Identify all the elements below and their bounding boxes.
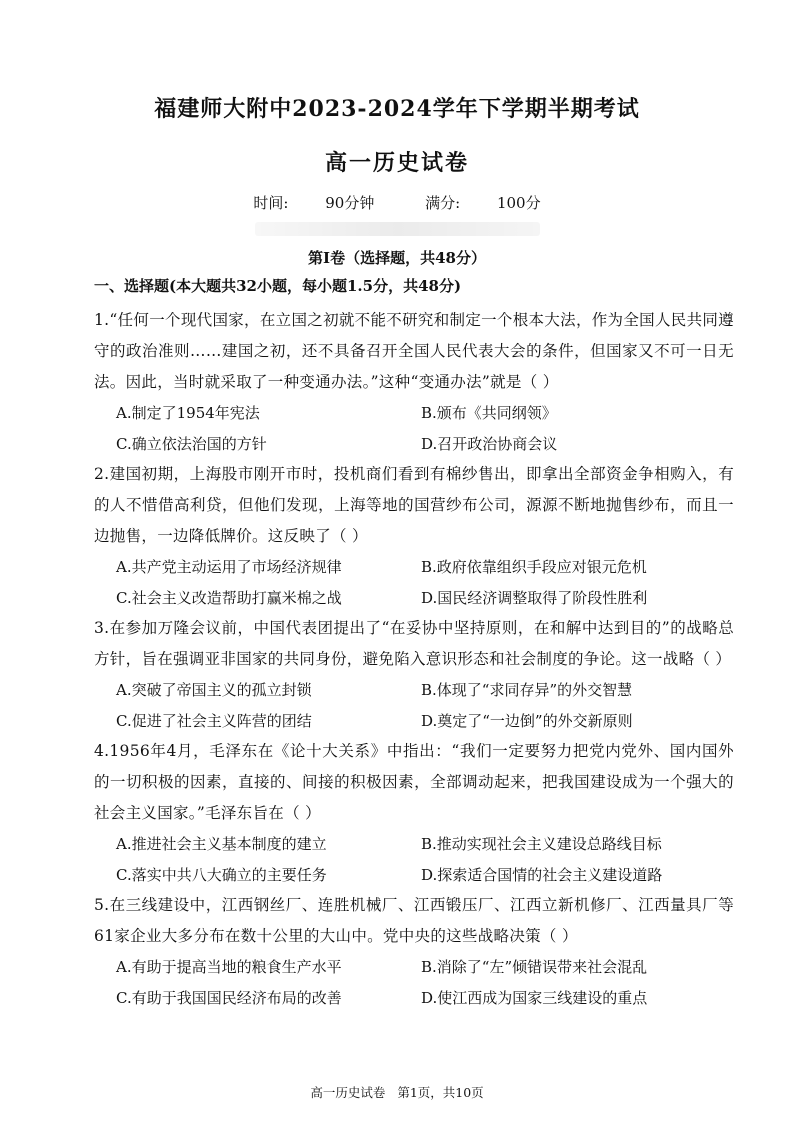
question-stem: 4.1956年4月，毛泽东在《论十大关系》中指出：“我们一定要努力把党内党外、国内国外的一切积极的因素，直接的、间接的积极因素，全部调动起来，把我国建设成为一个强大的社会主义国家。”毛泽东旨在（ ） xyxy=(94,742,734,822)
question-stem: 3.在参加万隆会议前，中国代表团提出了“在妥协中坚持原则，在和解中达到目的”的战略总方针，旨在强调亚非国家的共同身份，避免陷入意识形态和社会制度的争论。这一战略（ ） xyxy=(94,619,734,668)
option-a: A.突破了帝国主义的孤立封锁 xyxy=(116,681,312,699)
exam-meta xyxy=(0,192,794,213)
option-grid xyxy=(94,675,734,736)
question-3 xyxy=(94,613,734,736)
time-value: 90分钟 xyxy=(325,194,375,212)
page-footer xyxy=(0,1083,794,1101)
option-d: D.使江西成为国家三线建设的重点 xyxy=(421,988,648,1007)
option-d: D.国民经济调整取得了阶段性胜利 xyxy=(421,588,648,607)
time-label: 时间: xyxy=(253,194,289,212)
option-c: C.确立依法治国的方针 xyxy=(116,434,267,453)
option-b: B.体现了“求同存异”的外交智慧 xyxy=(421,681,633,699)
option-b: B.消除了“左”倾错误带来社会混乱 xyxy=(421,958,648,976)
option-b: B.政府依靠组织手段应对银元危机 xyxy=(421,558,647,576)
option-c: C.有助于我国国民经济布局的改善 xyxy=(116,988,342,1007)
option-a: A.有助于提高当地的粮食生产水平 xyxy=(116,958,342,976)
footer-page-number: 第1页，共10页 xyxy=(397,1085,484,1100)
exam-title: 福建师大附中2023-2024学年下学期半期考试 xyxy=(154,96,640,122)
footer-course: 高一历史试卷 xyxy=(310,1085,386,1100)
scan-smudge xyxy=(255,222,540,236)
score-value: 100分 xyxy=(496,194,541,212)
option-grid xyxy=(94,552,734,613)
question-5 xyxy=(94,890,734,1013)
score-label: 满分: xyxy=(425,194,461,212)
part-heading: 一、选择题(本大题共32小题，每小题1.5分，共48分) xyxy=(94,277,462,295)
option-c: C.促进了社会主义阵营的团结 xyxy=(116,711,312,730)
question-1 xyxy=(94,305,734,459)
option-d: D.探索适合国情的社会主义建设道路 xyxy=(421,865,663,884)
section-title: 第Ⅰ卷（选择题，共48分） xyxy=(308,249,486,267)
option-grid xyxy=(94,829,734,890)
option-a: A.共产党主动运用了市场经济规律 xyxy=(116,558,342,576)
option-c: C.社会主义改造帮助打赢米棉之战 xyxy=(116,588,342,607)
question-4 xyxy=(94,736,734,890)
option-grid xyxy=(94,398,734,459)
question-stem: 1.“任何一个现代国家，在立国之初就不能不研究和制定一个根本大法，作为全国人民共同遵守的政治准则……建国之初，还不具备召开全国人民代表大会的条件，但国家又不可一日无法。因此，当时就采取了一种变通办法。”这种“变通办法”就是（ ） xyxy=(94,311,734,391)
option-a: A.制定了1954年宪法 xyxy=(116,404,260,422)
option-grid xyxy=(94,952,734,1013)
option-d: D.奠定了“一边倒”的外交新原则 xyxy=(421,711,633,730)
question-list xyxy=(94,305,734,1013)
exam-subtitle: 高一历史试卷 xyxy=(324,150,469,176)
question-stem: 2.建国初期，上海股市刚开市时，投机商们看到有棉纱售出，即拿出全部资金争相购入，有的人不惜借高利贷，但他们发现，上海等地的国营纱布公司，源源不断地抛售纱布，而且一边抛售，一边降低牌价。这反映了（ ） xyxy=(94,465,734,545)
question-stem: 5.在三线建设中，江西钢丝厂、连胜机械厂、江西锻压厂、江西立新机修厂、江西量具厂等61家企业大多分布在数十公里的大山中。党中央的这些战略决策（ ） xyxy=(94,896,734,945)
question-2 xyxy=(94,459,734,613)
option-a: A.推进社会主义基本制度的建立 xyxy=(116,835,327,853)
option-b: B.推动实现社会主义建设总路线目标 xyxy=(421,835,662,853)
option-b: B.颁布《共同纲领》 xyxy=(421,404,557,422)
option-c: C.落实中共八大确立的主要任务 xyxy=(116,865,327,884)
option-d: D.召开政治协商会议 xyxy=(421,434,558,453)
